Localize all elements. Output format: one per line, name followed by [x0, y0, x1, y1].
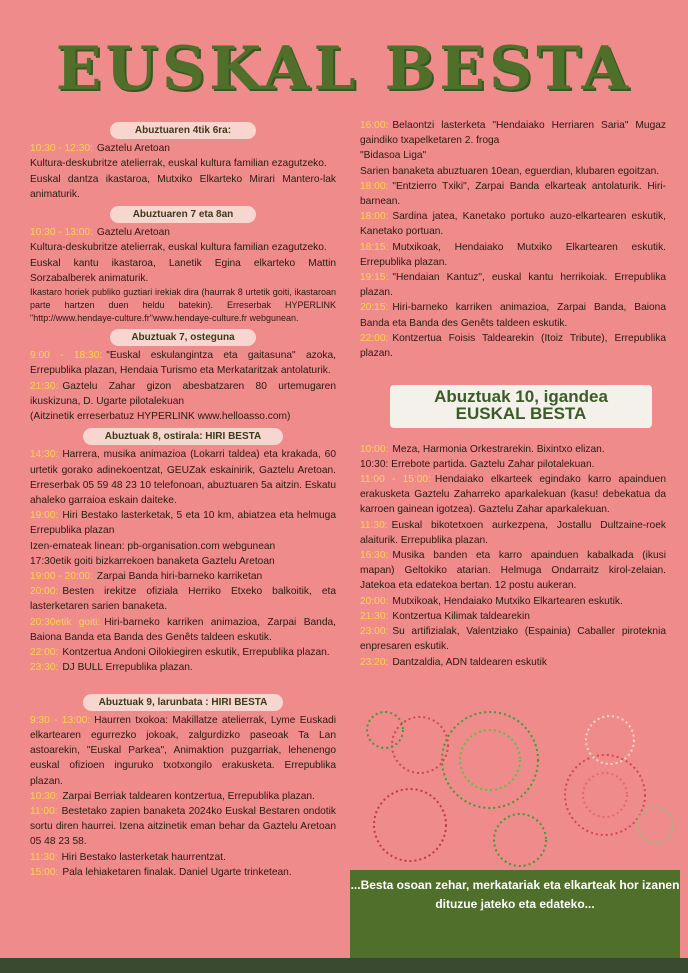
day-header: Abuztuaren 7 eta 8an: [110, 206, 256, 223]
entry-text: Kontzertua Foisis Taldearekin (Itoiz Tribute), Errepublika plazan.: [360, 332, 666, 360]
entry-time: 10:30:: [30, 790, 59, 802]
entry-time: 21:30:: [360, 610, 389, 622]
program-entry: [360, 624, 666, 654]
entry-text: Harrera, musika animazioa (Lokarri taldea) eta krakada, 60 urtetik gorako adinekoentzat, GEUZak eskainirik, Gaztelu Aretoan. Erreserbak 05 59 48 23 10 telefonoan, abuztuaren 5a aitzin. Eskatu ahaleko garraioa eskain daiteke.: [30, 449, 336, 507]
entry-time: 19:00:: [30, 510, 59, 522]
entry-text: Zarpai Berriak taldearen kontzertua, Errepublika plazan.: [62, 790, 315, 802]
program-entry: [360, 442, 666, 457]
entry-text: Kontzertua Kilimak taldearekin: [392, 610, 530, 622]
entry-time: 11:00:: [30, 805, 58, 817]
program-entry: [30, 865, 336, 880]
program-entry: [30, 554, 336, 569]
program-entry: [30, 156, 336, 171]
entry-text: Izen-emateak linean: pb-organisation.com webgunean: [30, 540, 276, 552]
sunday-list: [360, 442, 666, 670]
program-entry: [360, 655, 666, 670]
program-entry: [30, 141, 336, 156]
program-entry: [30, 172, 336, 202]
entry-time: 18:15:: [360, 241, 389, 253]
entry-time: 19:00 - 20:00:: [30, 571, 93, 583]
entry-time: 18:00:: [360, 180, 389, 192]
program-entry: [360, 518, 666, 548]
program-entry: [30, 584, 336, 614]
day-header: Abuztuaren 4tik 6ra:: [110, 122, 256, 139]
entry-time: 9:00 - 18:30:: [30, 350, 103, 362]
entry-text: Hiri Bestako lasterketak, 5 eta 10 km, abiatzea eta helmuga Errepublika plazan: [30, 510, 336, 537]
entry-time: 19:15:: [360, 272, 389, 284]
right-column: [360, 118, 666, 670]
program-entry: [360, 209, 666, 239]
entry-text: (Aitzinetik erreserbatuz HYPERLINK www.helloasso.com): [30, 411, 291, 423]
entry-text: Gaztelu Aretoan: [96, 143, 170, 155]
entry-time: 10:30 - 13:00:: [30, 227, 93, 239]
entry-text: Hiri Bestako lasterketak haurrentzat.: [61, 851, 226, 863]
program-entry: [30, 286, 336, 325]
day-header: Abuztuak 9, larunbata : HIRI BESTA: [83, 694, 283, 711]
entry-time: 16:30:: [360, 550, 389, 562]
sunday-banner-title: EUSKAL BESTA: [455, 404, 587, 424]
entry-text: Ikastaro horiek publiko guztiari irekiak dira (haurrak 8 urtetik goiti, ikastaroan parte hartzen duen heldu batekin). Erreserbak HYPERLINK "http://www.hendaye-culture.fr"www.hendaye-culture.fr webgunean.: [30, 287, 336, 324]
sunday-banner: [390, 385, 652, 427]
poster-title: EUSKAL BESTA: [55, 34, 633, 104]
program-entry: [30, 409, 336, 424]
spacer: [30, 676, 336, 690]
saturday-afternoon-list: [360, 118, 666, 361]
entry-time: 21:30:: [30, 380, 59, 392]
entry-text: Gaztelu Aretoan: [96, 227, 170, 239]
entry-text: "Hendaian Kantuz", euskal kantu herrikoiak. Errepublika plazan.: [360, 272, 666, 299]
entry-time: 11:30:: [30, 851, 58, 863]
entry-time: 23:20:: [360, 656, 389, 668]
entry-text: Hiri-barneko karriken animazioa, Zarpai Banda, Baiona Banda eta Banda des Genêts taldeen eskutik.: [30, 616, 336, 643]
program-entry: [360, 118, 666, 148]
entry-text: Gaztelu Zahar gizon abesbatzaren 80 urtemugaren ikuskizuna, D. Ugarte pilotalekuan: [30, 380, 336, 407]
program-entry: [360, 457, 666, 472]
program-entry: [30, 539, 336, 554]
entry-time: 22:00:: [360, 332, 389, 344]
program-entry: [30, 508, 336, 538]
program-entry: [30, 850, 336, 865]
program-entry: [360, 240, 666, 270]
program-entry: [360, 331, 666, 361]
entry-text: Pala lehiaketaren finalak. Daniel Ugarte trinketean.: [62, 866, 292, 878]
program-entry: [30, 804, 336, 850]
program-entry: [30, 348, 336, 378]
entry-time: 11:00 - 15:00:: [360, 474, 431, 486]
entry-time: 10:30 - 12:30:: [30, 143, 93, 155]
entry-text: Hiri-barneko karriken animazioa, Zarpai Banda, Baiona Banda eta Banda des Genêts taldeen eskutik.: [360, 302, 666, 329]
fireworks-illustration: [350, 700, 680, 870]
program-entry: [30, 225, 336, 240]
program-entry: [30, 240, 336, 255]
bottom-strip: [0, 958, 688, 973]
entry-time: 20:00:: [30, 586, 59, 598]
entry-time: 16:00:: [360, 120, 389, 131]
entry-text: Zarpai Banda hiri-barneko karriketan: [96, 571, 263, 583]
entry-time: 20:15:: [360, 302, 389, 314]
entry-text: 17:30etik goiti bizkarrekoen banaketa Gaztelu Aretoan: [30, 555, 275, 567]
entry-text: Belaontzi lasterketa "Hendaiako Herriaren Saria" Mugaz gaindiko txapelketaren 2. froga: [360, 120, 666, 147]
entry-time: 15:00:: [30, 866, 59, 878]
program-entry: [30, 256, 336, 286]
program-entry: [360, 548, 666, 594]
program-entry: [360, 472, 666, 518]
entry-text: "Euskal eskulangintza eta gaitasuna" azoka, Errepublika plazan, Hendaia Turismo eta Merkataritzak antolaturik.: [30, 350, 336, 377]
program-entry: [360, 179, 666, 209]
entry-time: 11:30:: [360, 519, 388, 531]
entry-text: Mutxikoak, Hendaiako Mutxiko Elkartearen eskutik.: [392, 595, 623, 607]
entry-text: Hendaiako elkarteek egindako karro apainduen erakusketa Gaztelu Zaharreko aparkalekuan (kasu! debekatua da karroen gainean igotzea). Gaztelu Zahar aparkalekuan.: [360, 474, 666, 516]
program-entry: [360, 594, 666, 609]
entry-text: Kultura-deskubritze atelierrak, euskal kultura familian ezagutzeko.: [30, 158, 327, 170]
program-entry: [30, 713, 336, 789]
entry-time: 23:30:: [30, 662, 59, 674]
entry-text: "Bidasoa Liga": [360, 150, 427, 162]
entry-text: Dantzaldia, ADN taldearen eskutik: [392, 656, 547, 668]
entry-time: 10:00:: [360, 443, 389, 455]
entry-text: DJ BULL Errepublika plazan.: [62, 662, 193, 674]
program-entry: [30, 789, 336, 804]
entry-text: Meza, Harmonia Orkestrarekin. Bixintxo elizan.: [392, 443, 605, 455]
entry-text: Kultura-deskubritze atelierrak, euskal kultura familian ezagutzeko.: [30, 242, 327, 254]
day-header: Abuztuak 8, ostirala: HIRI BESTA: [83, 428, 283, 445]
entry-text: Su artifizialak, Valentziako (Espainia) Caballer piroteknia enpresaren eskutik.: [360, 626, 666, 653]
program-entry: [360, 300, 666, 330]
entry-time: 23:00:: [360, 626, 389, 638]
entry-time: 20:00:: [360, 595, 389, 607]
entry-text: Besten irekitze ofiziala Herriko Etxeko balkoitik, eta lasterketaren sarien banaketa.: [30, 586, 336, 613]
program-entry: [30, 447, 336, 508]
program-entry: [30, 615, 336, 645]
entry-text: Euskal bikotetxoen aurkezpena, Jostallu Dultzaine-roek alaiturik. Errepublika plazan.: [360, 519, 666, 546]
entry-text: Kontzertua Andoni Oilokiegiren eskutik, Errepublika plazan.: [62, 647, 330, 659]
entry-text: Haurren txokoa: Makillatze atelierrak, Lyme Euskadi elkartearen egurrezko jokoak, zalgurdizko paseoak Ta Lan astoarekin, "Euskal Parkea", Animaktion puzgarriak, lehenengo euskal ofizioen inguruko txotxongilo erakusketa. Errepublika plazan.: [30, 714, 336, 787]
footer-note: ...Besta osoan zehar, merkatariak eta elkarteak hor izanen dituzue jateko eta edateko...: [350, 870, 680, 958]
program-entry: [360, 270, 666, 300]
program-entry: [360, 164, 666, 179]
program-entry: [30, 645, 336, 660]
entry-text: "Entzierro Txiki", Zarpai Banda elkarteak antolaturik. Hiri-barnean.: [360, 180, 666, 208]
entry-text: Mutxikoak, Hendaiako Mutxiko Elkartearen eskutik. Errepublika plazan.: [360, 241, 666, 268]
entry-time: 9:30 - 13:00:: [30, 714, 91, 726]
day-header: Abuztuak 7, osteguna: [110, 329, 256, 346]
entry-text: Euskal kantu ikastaroa, Lanetik Egina elkarteko Mattin Sorzabalberek animaturik.: [30, 257, 336, 284]
entry-time: 20:30etik goiti:: [30, 616, 101, 628]
sunday-banner-date: Abuztuak 10, igandea: [434, 387, 608, 407]
program-entry: [30, 660, 336, 675]
program-entry: [360, 148, 666, 163]
entry-text: Musika banden eta karro apainduen kabalkada (ikusi mapan) Geltokiko atarian. Helmuga Ondarraitz kirol-zelaian. Jatekoa eta edatekoa bertan. 12 postu aukeran.: [360, 550, 666, 592]
program-entry: [360, 609, 666, 624]
entry-time: 18:00:: [360, 211, 389, 223]
entry-text: Euskal dantza ikastaroa, Mutxiko Elkarteko Mirari Mantero-lak animaturik.: [30, 173, 336, 200]
program-entry: [30, 379, 336, 409]
entry-text: 10:30: Errebote partida. Gaztelu Zahar pilotalekuan.: [360, 458, 595, 470]
entry-text: Sardina jatea, Kanetako portuko auzo-elkartearen eskutik, Kanetako portuan.: [360, 211, 666, 238]
entry-time: 14:30:: [30, 449, 59, 461]
program-entry: [30, 569, 336, 584]
entry-text: Bestetako zapien banaketa 2024ko Euskal Bestaren ondotik sortu diren haurrei. Izena aitzinetik eman behar da Gaztelu Aretoan 05 48 23 58.: [30, 805, 336, 848]
entry-time: 22:00:: [30, 647, 59, 659]
left-column: [30, 118, 336, 880]
entry-text: Sarien banaketa abuztuaren 10ean, eguerdian, klubaren egoitzan.: [360, 165, 660, 177]
